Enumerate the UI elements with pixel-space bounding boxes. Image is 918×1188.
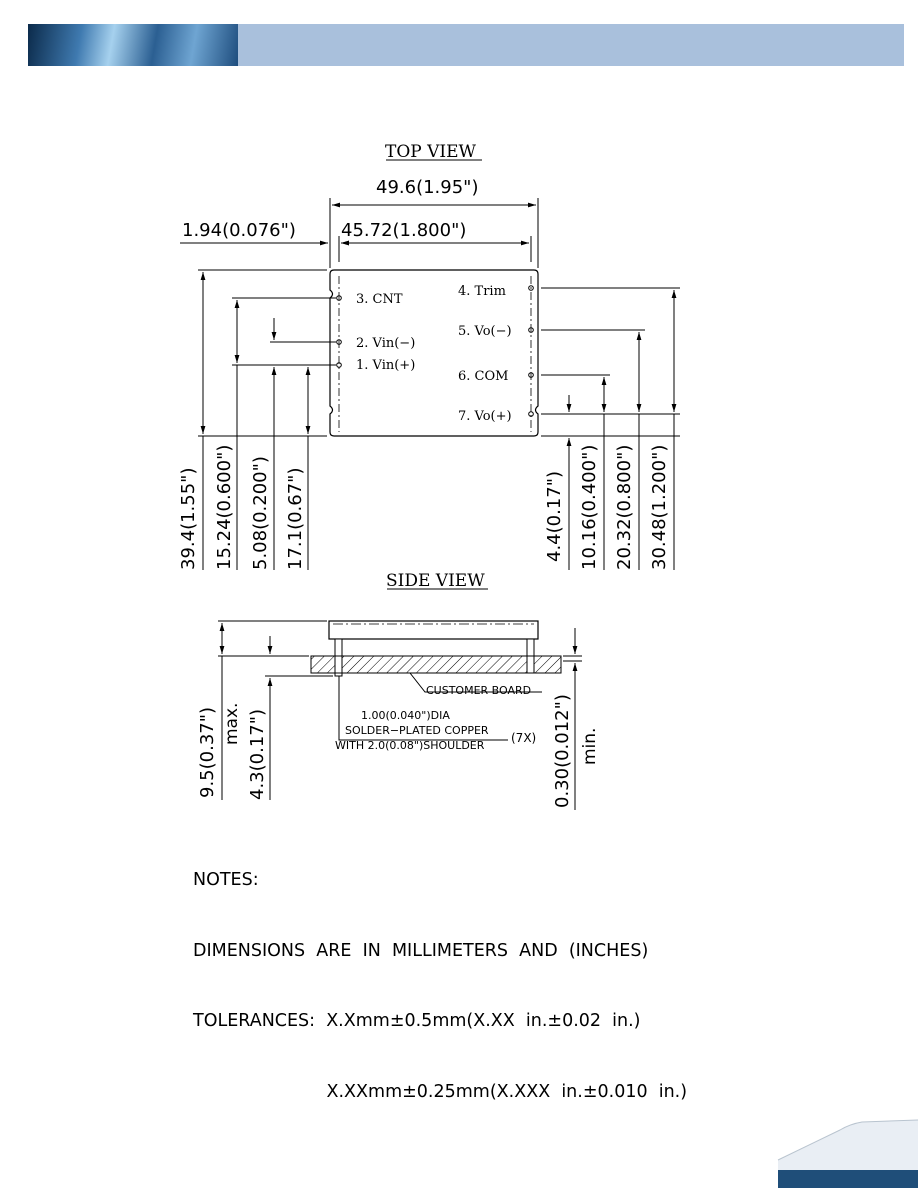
dim-side-height: 9.5(0.37") <box>197 706 218 798</box>
notes-heading: NOTES: <box>193 870 259 890</box>
pin-label-vo-neg: 5. Vo(−) <box>458 324 512 339</box>
pin-note-count: (7X) <box>511 731 537 745</box>
dim-right-10-16: 10.16(0.400") <box>579 444 600 570</box>
dim-right-4-4: 4.4(0.17") <box>544 470 565 562</box>
pin-note-line2: SOLDER−PLATED COPPER <box>345 724 489 737</box>
pin-label-cnt: 3. CNT <box>356 292 403 307</box>
dim-left-offset: 1.94(0.076") <box>182 220 296 241</box>
side-view-title: SIDE VIEW <box>386 571 485 591</box>
dim-side-standoff: 0.30(0.012") <box>552 694 573 808</box>
notes-line-2: TOLERANCES: X.Xmm±0.5mm(X.XX in.±0.02 in.) <box>193 1011 641 1031</box>
dim-right-20-32: 20.32(0.800") <box>614 444 635 570</box>
top-view-title: TOP VIEW <box>385 142 476 162</box>
pin-label-vin-pos: 1. Vin(+) <box>356 358 416 373</box>
footer-dark-bar <box>778 1170 918 1188</box>
notes-line-3: X.XXmm±0.25mm(X.XXX in.±0.010 in.) <box>193 1081 688 1102</box>
dim-side-height-qual: max. <box>222 702 242 745</box>
pin-note-line1: 1.00(0.040")DIA <box>361 709 450 722</box>
customer-board-label: CUSTOMER BOARD <box>426 684 532 697</box>
pin-label-com: 6. COM <box>458 369 509 384</box>
dim-width-total: 49.6(1.95") <box>376 177 479 198</box>
dim-left-15-24: 15.24(0.600") <box>214 444 235 570</box>
dim-pin-span: 45.72(1.800") <box>341 220 467 241</box>
notes-line-1: DIMENSIONS ARE IN MILLIMETERS AND (INCHES) <box>193 940 649 961</box>
pin-label-trim: 4. Trim <box>458 284 506 299</box>
dim-left-5-08: 5.08(0.200") <box>250 456 271 570</box>
dim-left-17-1: 17.1(0.67") <box>285 467 306 570</box>
dim-left-39-4: 39.4(1.55") <box>178 467 199 570</box>
dim-side-shoulder: 4.3(0.17") <box>247 708 268 800</box>
dim-side-standoff-qual: min. <box>580 727 600 765</box>
pin-note-line3: WITH 2.0(0.08")SHOULDER <box>335 739 485 752</box>
dim-right-30-48: 30.48(1.200") <box>649 444 670 570</box>
pin-label-vo-pos: 7. Vo(+) <box>458 409 512 424</box>
pin-label-vin-neg: 2. Vin(−) <box>356 336 416 351</box>
